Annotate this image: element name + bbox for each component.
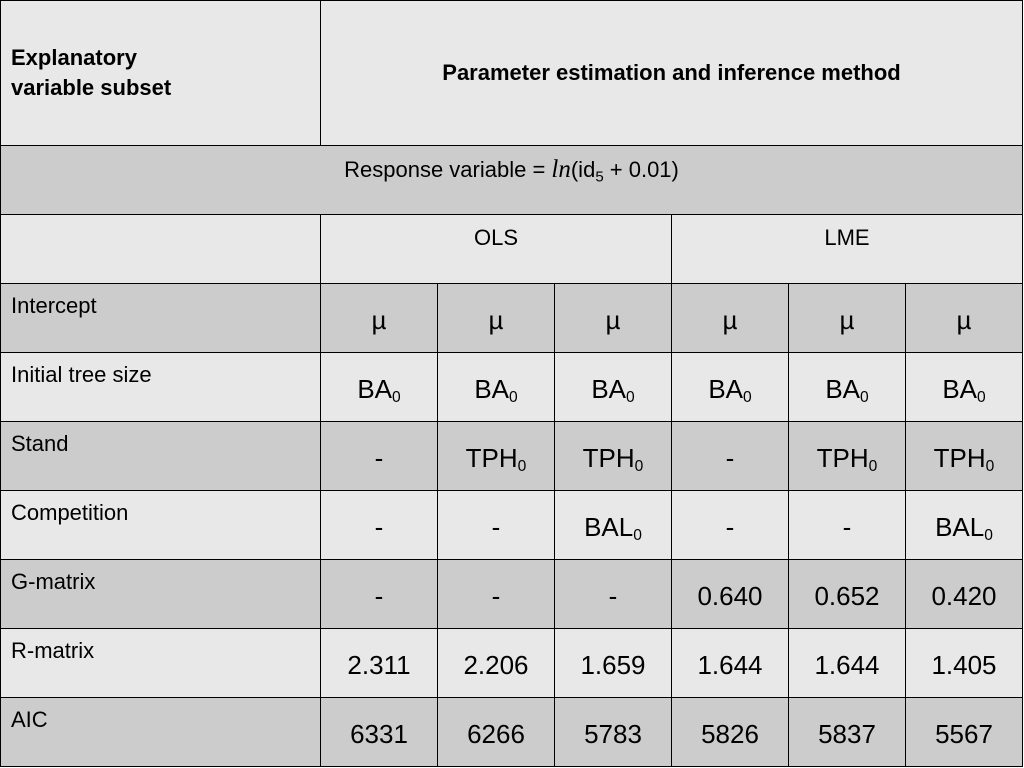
cell-value: TPH <box>465 442 518 473</box>
header-row <box>1 1 1023 146</box>
table-cell <box>672 422 789 491</box>
cell-value: - <box>491 580 501 611</box>
cell-value: - <box>725 442 735 473</box>
response-sub: 5 <box>595 168 604 186</box>
cell-value: 0.652 <box>814 580 880 611</box>
cell-subscript: 0 <box>626 388 635 406</box>
cell-value: µ <box>488 304 504 335</box>
cell-subscript: 0 <box>634 457 644 475</box>
table-cell <box>672 491 789 560</box>
cell-subscript: 0 <box>985 457 995 475</box>
response-formula <box>344 156 679 184</box>
cell-value: 2.311 <box>347 649 411 680</box>
table-cell <box>438 560 555 629</box>
table-cell <box>321 422 438 491</box>
table-cell <box>438 629 555 698</box>
cell-subscript: 0 <box>977 388 986 406</box>
data-row-aic <box>1 698 1023 767</box>
cell-subscript: 0 <box>633 526 642 544</box>
cell-value: TPH <box>816 442 869 473</box>
row-label: Stand <box>1 422 321 491</box>
table-cell <box>672 698 789 767</box>
cell-value: 5783 <box>584 718 642 749</box>
cell-value: BAL <box>935 511 985 542</box>
table-cell <box>789 422 906 491</box>
cell-value: BA <box>708 373 743 404</box>
row-label: Intercept <box>1 284 321 353</box>
table-cell <box>438 491 555 560</box>
table-cell <box>906 491 1023 560</box>
table-cell <box>906 422 1023 491</box>
ols-header: OLS <box>321 215 672 284</box>
method-row <box>1 215 1023 284</box>
table-cell <box>906 629 1023 698</box>
table-cell <box>789 284 906 353</box>
cell-value: 5826 <box>701 718 759 749</box>
cell-value: - <box>374 442 384 473</box>
table-cell <box>321 560 438 629</box>
cell-value: 1.405 <box>931 649 997 680</box>
data-row-g-matrix <box>1 560 1023 629</box>
lme-header: LME <box>672 215 1023 284</box>
table-cell <box>438 422 555 491</box>
table-cell <box>321 698 438 767</box>
data-row-r-matrix <box>1 629 1023 698</box>
method-header: Parameter estimation and inference method <box>321 1 1023 146</box>
table-cell <box>321 629 438 698</box>
cell-value: BA <box>825 373 860 404</box>
explanatory-header-line2: variable subset <box>11 75 172 100</box>
table-cell <box>789 560 906 629</box>
cell-value: - <box>374 580 384 611</box>
cell-value: 1.659 <box>580 649 646 680</box>
data-row-initial-tree-size <box>1 353 1023 422</box>
table-cell <box>321 491 438 560</box>
cell-value: - <box>608 580 618 611</box>
cell-value: 6331 <box>350 718 408 749</box>
table-cell <box>438 698 555 767</box>
cell-value: BA <box>942 373 977 404</box>
table-cell <box>906 698 1023 767</box>
table-cell <box>789 491 906 560</box>
explanatory-variable-header <box>1 1 321 146</box>
response-variable-cell <box>1 146 1023 215</box>
table-cell <box>672 560 789 629</box>
cell-value: 5567 <box>935 718 993 749</box>
response-fn: ln <box>551 156 571 183</box>
cell-value: TPH <box>933 442 986 473</box>
response-rest: + 0.01) <box>603 157 679 182</box>
cell-value: µ <box>605 304 621 335</box>
cell-value: 0.640 <box>697 580 763 611</box>
response-prefix: Response variable = <box>344 157 552 182</box>
cell-subscript: 0 <box>392 388 401 406</box>
table-cell <box>555 629 672 698</box>
data-row-stand <box>1 422 1023 491</box>
table-cell <box>321 284 438 353</box>
row-label: G-matrix <box>1 560 321 629</box>
cell-value: TPH <box>582 442 635 473</box>
cell-value: µ <box>956 304 972 335</box>
table-cell <box>789 353 906 422</box>
cell-value: - <box>374 511 384 542</box>
table-cell <box>789 629 906 698</box>
table-cell <box>789 698 906 767</box>
cell-value: µ <box>371 304 387 335</box>
cell-subscript: 0 <box>509 388 518 406</box>
row-label: Initial tree size <box>1 353 321 422</box>
cell-value: µ <box>839 304 855 335</box>
row-label: AIC <box>1 698 321 767</box>
table-cell <box>906 353 1023 422</box>
cell-value: 0.420 <box>931 580 997 611</box>
cell-subscript: 0 <box>868 457 878 475</box>
cell-value: - <box>491 511 501 542</box>
cell-value: 1.644 <box>814 649 880 680</box>
table-cell <box>555 491 672 560</box>
table-cell <box>321 353 438 422</box>
table-cell <box>555 422 672 491</box>
cell-value: 6266 <box>467 718 525 749</box>
cell-subscript: 0 <box>984 526 993 544</box>
cell-value: - <box>842 511 852 542</box>
cell-subscript: 0 <box>860 388 869 406</box>
table-cell <box>555 353 672 422</box>
table-cell <box>555 284 672 353</box>
table-cell <box>906 560 1023 629</box>
table-cell <box>906 284 1023 353</box>
row-label: R-matrix <box>1 629 321 698</box>
table-cell <box>672 284 789 353</box>
explanatory-header-line1: Explanatory <box>11 45 137 70</box>
cell-value: 1.644 <box>697 649 763 680</box>
table-cell <box>438 284 555 353</box>
cell-value: 2.206 <box>463 649 529 680</box>
data-row-intercept <box>1 284 1023 353</box>
cell-value: BA <box>591 373 626 404</box>
data-row-competition <box>1 491 1023 560</box>
table-cell <box>555 698 672 767</box>
cell-subscript: 0 <box>743 388 752 406</box>
response-row <box>1 146 1023 215</box>
table-cell <box>555 560 672 629</box>
table-cell <box>438 353 555 422</box>
cell-value: - <box>725 511 735 542</box>
table-cell <box>672 629 789 698</box>
cell-value: BA <box>357 373 392 404</box>
response-open: (id <box>570 157 596 182</box>
row-label: Competition <box>1 491 321 560</box>
cell-value: BAL <box>584 511 634 542</box>
method-row-blank <box>1 215 321 284</box>
cell-subscript: 0 <box>517 457 527 475</box>
cell-value: BA <box>474 373 509 404</box>
cell-value: µ <box>722 304 738 335</box>
table-cell <box>672 353 789 422</box>
cell-value: 5837 <box>818 718 876 749</box>
